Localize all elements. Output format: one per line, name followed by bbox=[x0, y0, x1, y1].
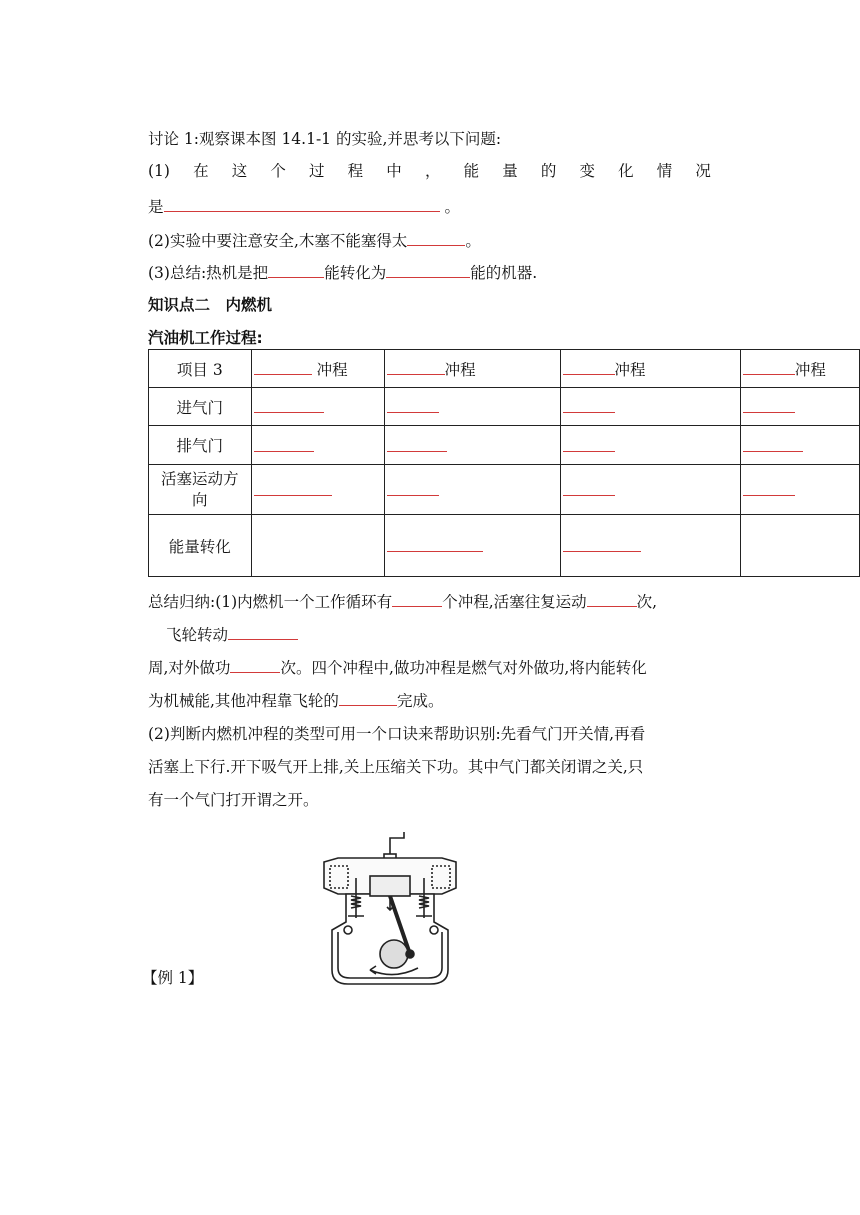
question-1-line-1: (1) 在 这 个 过 程 中 ， 能 量 的 变 化 情 况 bbox=[148, 162, 711, 180]
answer-blank[interactable] bbox=[164, 195, 440, 212]
question-2: (2)实验中要注意安全,木塞不能塞得太 。 bbox=[148, 229, 481, 252]
stroke-header-cell: 冲程 bbox=[251, 350, 384, 388]
answer-blank[interactable] bbox=[254, 358, 312, 375]
answer-blank[interactable] bbox=[387, 435, 447, 452]
table-cell bbox=[251, 515, 384, 577]
table-cell bbox=[740, 426, 859, 465]
discussion-title: 讨论 1:观察课本图 14.1-1 的实验,并思考以下问题: bbox=[148, 130, 502, 148]
summary-line-3: 周,对外做功 次。四个冲程中,做功冲程是燃气对外做功,将内能转化 bbox=[148, 656, 647, 679]
stroke-header-cell: 冲程 bbox=[740, 350, 859, 388]
answer-blank[interactable] bbox=[563, 396, 615, 413]
section-subtitle: 汽油机工作过程: bbox=[148, 329, 263, 347]
answer-blank[interactable] bbox=[228, 623, 298, 640]
table-cell bbox=[384, 426, 560, 465]
answer-blank[interactable] bbox=[387, 396, 439, 413]
table-cell bbox=[560, 426, 740, 465]
answer-blank[interactable] bbox=[743, 396, 795, 413]
summary-line-5: (2)判断内燃机冲程的类型可用一个口诀来帮助识别:先看气门开关情,再看 bbox=[148, 725, 646, 743]
table-row bbox=[149, 388, 860, 426]
row-label: 排气门 bbox=[149, 426, 252, 465]
answer-blank[interactable] bbox=[254, 396, 324, 413]
table-cell bbox=[560, 515, 740, 577]
question-3: (3)总结:热机是把 能转化为 能的机器. bbox=[148, 261, 537, 284]
summary-line-7: 有一个气门打开谓之开。 bbox=[148, 791, 319, 809]
table-row bbox=[149, 515, 860, 577]
answer-blank[interactable] bbox=[743, 435, 803, 452]
answer-blank[interactable] bbox=[254, 479, 332, 496]
answer-blank[interactable] bbox=[407, 229, 465, 246]
summary-line-1: 总结归纳:(1)内燃机一个工作循环有 个冲程,活塞往复运动 次, bbox=[148, 590, 657, 613]
summary-line-2: 飞轮转动 bbox=[166, 623, 298, 646]
table-cell bbox=[384, 388, 560, 426]
answer-blank[interactable] bbox=[254, 435, 314, 452]
table-cell bbox=[251, 426, 384, 465]
table-header-row bbox=[149, 350, 860, 388]
answer-blank[interactable] bbox=[387, 358, 445, 375]
table-cell bbox=[560, 388, 740, 426]
answer-blank[interactable] bbox=[230, 656, 280, 673]
table-cell bbox=[560, 465, 740, 515]
table-cell bbox=[384, 465, 560, 515]
stroke-header-cell: 冲程 bbox=[384, 350, 560, 388]
summary-line-6: 活塞上下行.开下吸气开上排,关上压缩关下功。其中气门都关闭谓之关,只 bbox=[148, 758, 644, 776]
example-label: 【例 1】 bbox=[142, 969, 204, 987]
answer-blank[interactable] bbox=[563, 358, 615, 375]
answer-blank[interactable] bbox=[392, 590, 442, 607]
answer-blank[interactable] bbox=[563, 435, 615, 452]
answer-blank[interactable] bbox=[387, 535, 483, 552]
answer-blank[interactable] bbox=[268, 261, 324, 278]
row-label: 活塞运动方 向 bbox=[149, 465, 252, 515]
table-cell bbox=[740, 465, 859, 515]
row-label: 进气门 bbox=[149, 388, 252, 426]
row-label: 能量转化 bbox=[149, 515, 252, 577]
answer-blank[interactable] bbox=[743, 358, 795, 375]
engine-stroke-table bbox=[148, 349, 860, 577]
section-title: 知识点二 内燃机 bbox=[148, 296, 273, 314]
table-row bbox=[149, 426, 860, 465]
table-cell bbox=[740, 388, 859, 426]
answer-blank[interactable] bbox=[386, 261, 470, 278]
table-cell bbox=[251, 388, 384, 426]
table-header-label: 项目 3 bbox=[149, 350, 252, 388]
stroke-header-cell: 冲程 bbox=[560, 350, 740, 388]
table-cell bbox=[740, 515, 859, 577]
engine-diagram-figure bbox=[318, 832, 461, 990]
question-1-line-2: 是 。 bbox=[148, 195, 460, 218]
table-cell bbox=[384, 515, 560, 577]
answer-blank[interactable] bbox=[587, 590, 637, 607]
answer-blank[interactable] bbox=[339, 689, 397, 706]
summary-line-4: 为机械能,其他冲程靠飞轮的 完成。 bbox=[148, 689, 443, 712]
table-row bbox=[149, 465, 860, 515]
answer-blank[interactable] bbox=[743, 479, 795, 496]
table-cell bbox=[251, 465, 384, 515]
answer-blank[interactable] bbox=[387, 479, 439, 496]
answer-blank[interactable] bbox=[563, 535, 641, 552]
answer-blank[interactable] bbox=[563, 479, 615, 496]
